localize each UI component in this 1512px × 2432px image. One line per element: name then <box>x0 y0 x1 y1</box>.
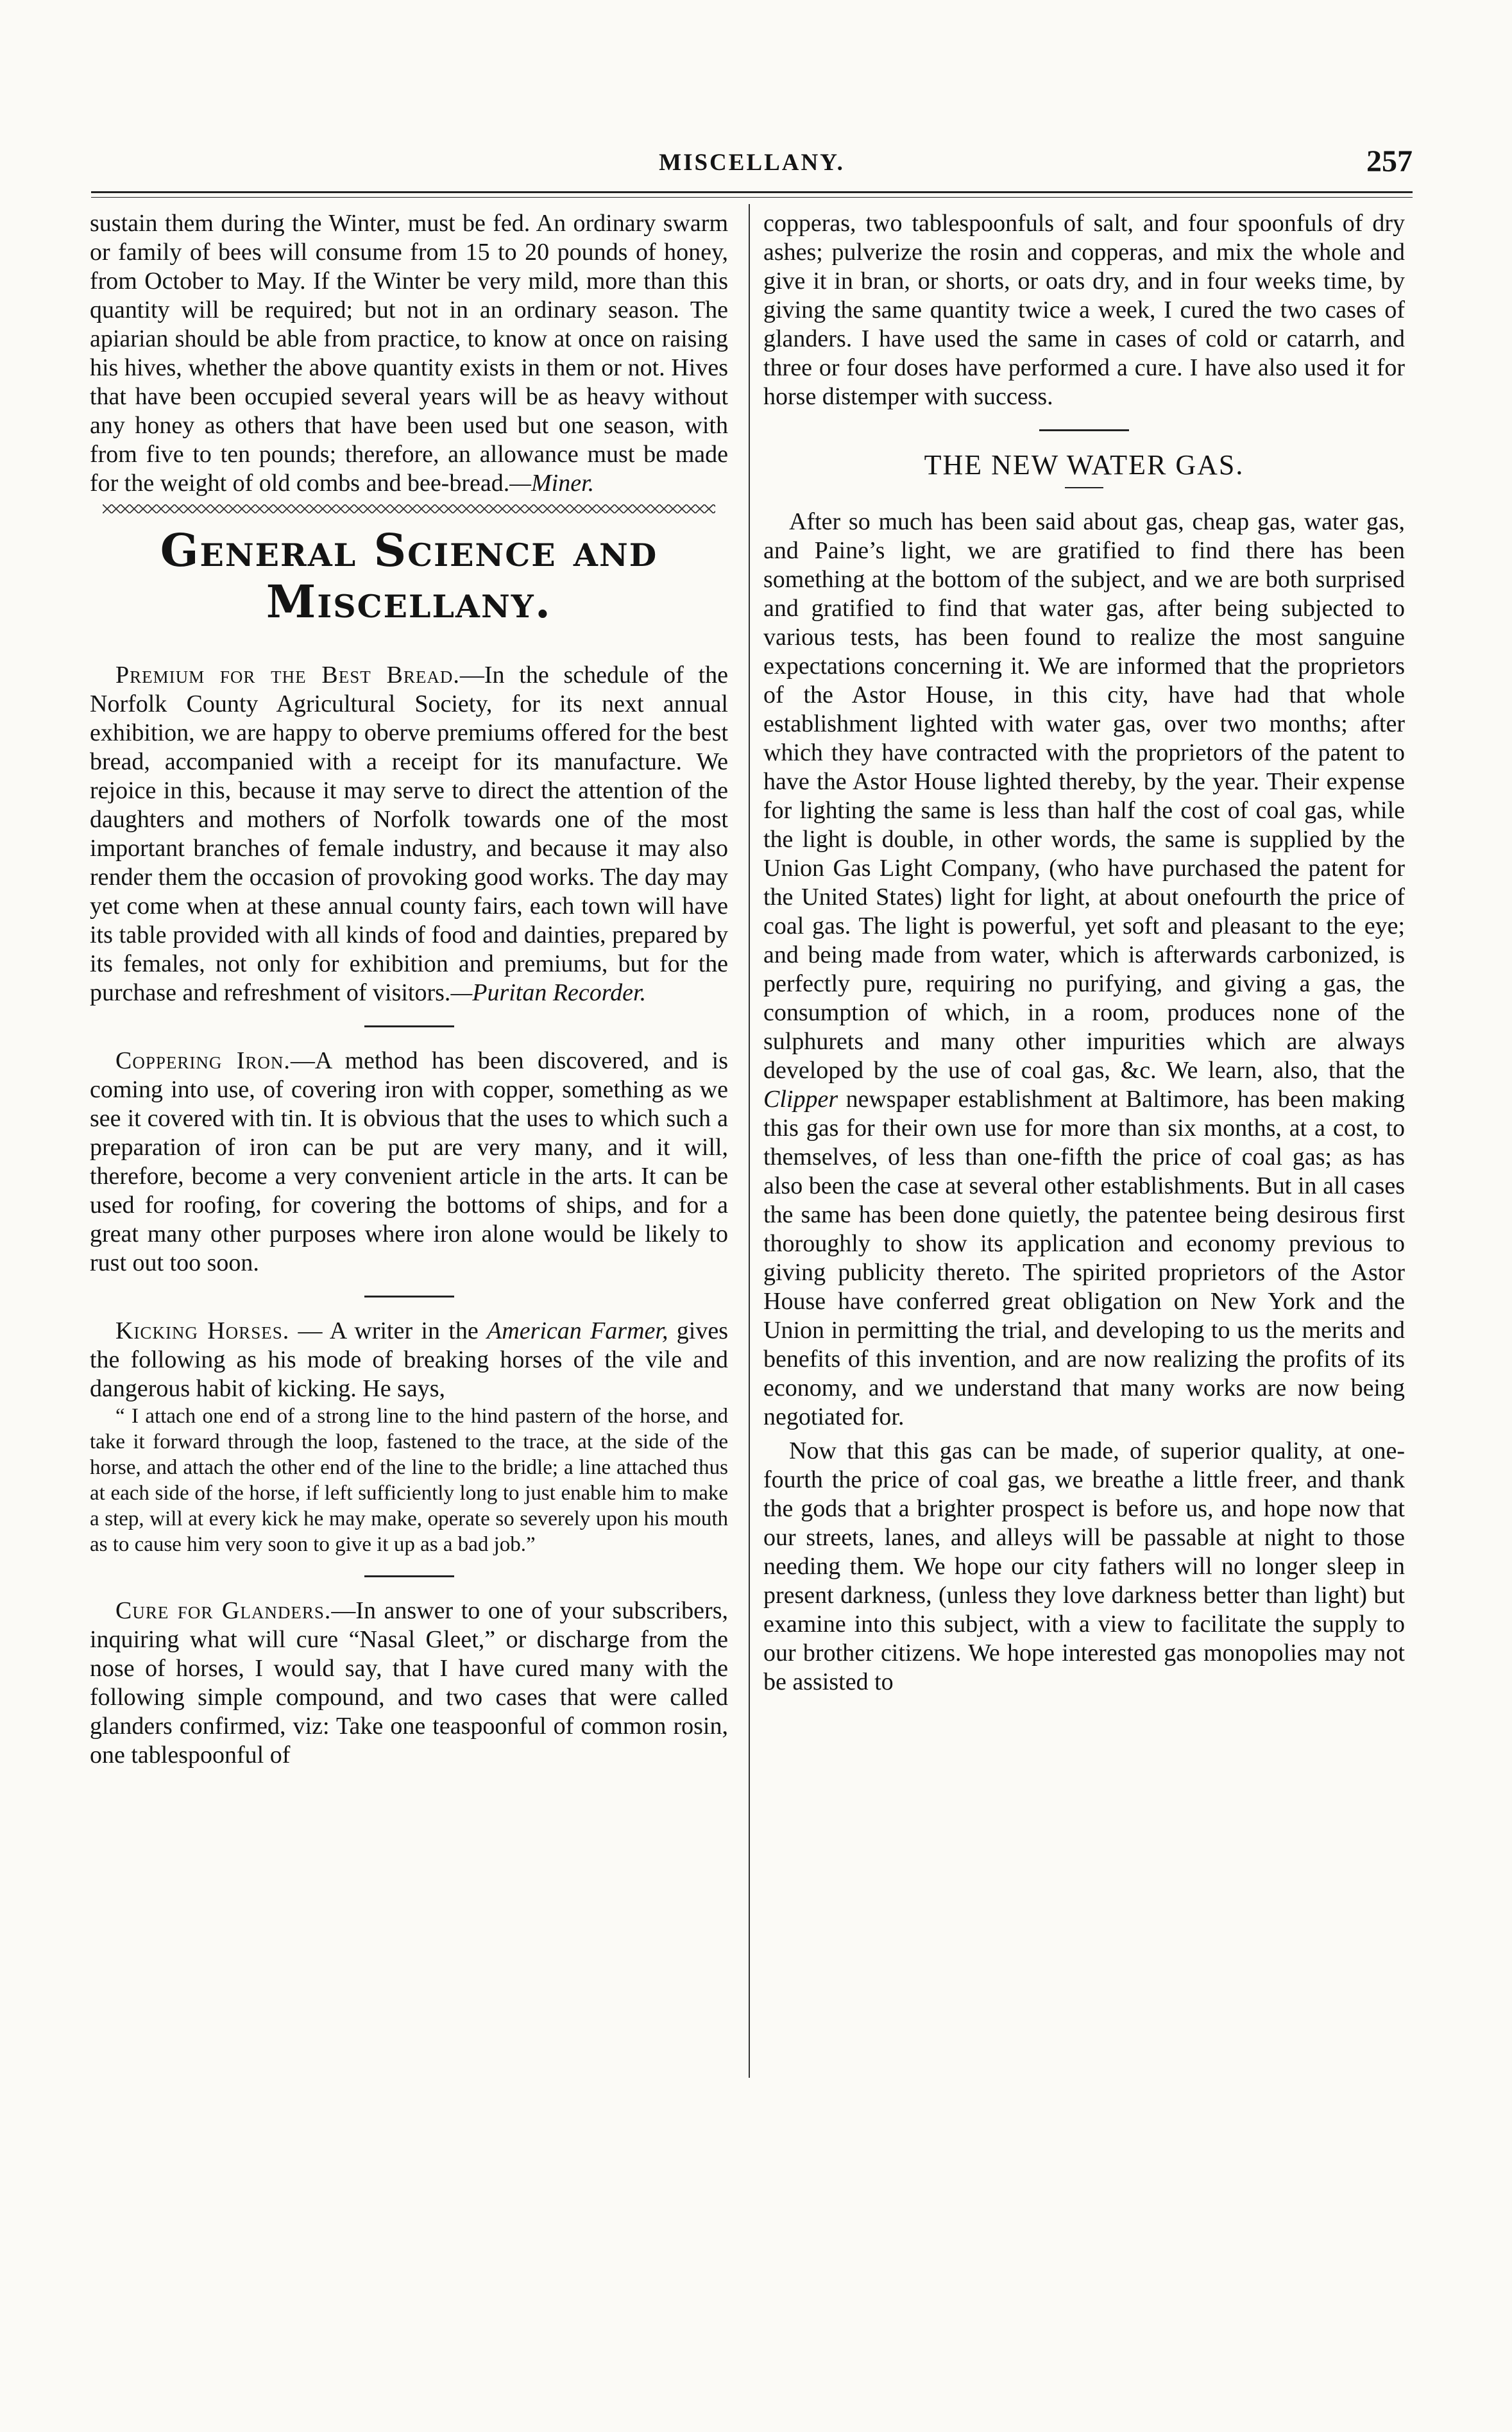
wavy-divider <box>103 504 715 513</box>
water-gas-para-2: Now that this gas can be made, of superior quality, at one-fourth the price of coal gas, we breathe a little freer, and thank the gods that a brighter prospect is before us, and hope now that our streets, lanes, and alleys will be passable at night to those needing them. We hope our city fathers will no longer sleep in present darkness, (unless they love darkness better than light) but examine into this subject, with a view to facilitate the supply to our brother citizens. We hope interested gas monopolies may not be assisted to <box>763 1437 1405 1695</box>
kicking-publication: American Farmer, <box>487 1317 668 1344</box>
water-gas-text-a: After so much has been said about gas, cheap gas, water gas, and Paine’s light, we are gratified to find there has been something at the bottom of the subject, and we are both surprised and gratified to find that water gas, after being subjected to various tests, has been found to realize the most sanguine expectations concerning it. We are informed that the proprietors of the Astor House, in this city, have had that whole establishment lighted with water gas, over two months; after which they have contracted with the proprietors of the patent to have the Astor House lighted thereby, by the year. Their expense for lighting the same is less than half the cost of coal gas, while the light is double, in other words, the same is supplied by the Union Gas Light Company, (who have purchased the patent for the United States) light for light, at about onefourth the price of coal gas. The light is powerful, yet soft and pleasant to the eye; and being made from water, which is afterwards carbonized, is perfectly pure, requiring no purifying, and giving a gas, the consumption of which, in a room, produces none of the sulphurets and many other impurities which are always developed by the use of coal gas, &c. We learn, also, that the <box>763 508 1405 1084</box>
bees-paragraph <box>90 209 728 498</box>
bread-article <box>90 661 728 1007</box>
kicking-article <box>90 1317 728 1403</box>
kicking-quote: “ I attach one end of a strong line to the hind pastern of the horse, and take it forward through the loop, fastened to the trace, at the side of the horse, and attach the other end of the line to the bridle; a line attached thus at each side of the horse, if left sufficiently long to just enable him to make a step, will at every kick he may make, operate so severely upon his mouth as to cause him very soon to give it up as a bad job.” <box>90 1405 728 1556</box>
bread-heading: Premium for the Best Bread. <box>115 662 460 689</box>
coppering-article <box>90 1047 728 1278</box>
bread-body: —In the schedule of the Norfolk County Agricultural Society, for its next annual exhibition, we are happy to oberve premiums offered for the best bread, accompanied with a receipt for its manufacture. We rejoice in this, because it may serve to direct the attention of the daughters and mothers of Norfolk towards one of the most important branches of female industry, and because it may also render them the occasion of provoking good works. The day may yet come when at these annual county fairs, each town will have its table provided with all kinds of food and dainties, prepared by its females, not only for exhibition and premiums, but for the purchase and refreshment of visitors. <box>90 662 728 1006</box>
glanders-article <box>90 1597 728 1770</box>
page-header <box>91 144 1413 187</box>
running-head: MISCELLANY. <box>659 150 845 176</box>
coppering-body: —A method has been discovered, and is coming into use, of covering iron with copper, something as we see it covered with tin. It is obvious that the uses to which such a preparation of iron can be put are very many, and it will, therefore, become a very convenient article in the arts. It can be used for roofing, for covering the bottoms of ships, and for a great many other purposes where iron alone would be likely to rust out too soon. <box>90 1047 728 1276</box>
coppering-heading: Coppering Iron. <box>115 1047 291 1074</box>
glanders-body: —In answer to one of your subscribers, inquiring what will cure “Nasal Gleet,” or discharge from the nose of horses, I would say, that I have cured many with the following simple compound, and two cases that were called glanders confirmed, viz: Take one teaspoonful of common rosin, one tablespoonful of <box>90 1597 728 1768</box>
clipper-name: Clipper <box>763 1086 838 1113</box>
kicking-body-suffix: gives the following as his mode of breaking horses of the vile and dangerous habit of kicking. He says, <box>90 1317 729 1402</box>
article-divider <box>1039 429 1129 431</box>
bread-source: —Puritan Recorder. <box>450 979 647 1006</box>
water-gas-title: THE NEW WATER GAS. <box>924 449 1244 481</box>
left-column <box>90 209 728 1770</box>
article-divider <box>364 1575 454 1577</box>
column-divider <box>749 204 750 2078</box>
water-gas-text-b: newspaper establishment at Baltimore, has been making this gas for their own use for more than six months, at a cost, to themselves, of less than one-fifth the price of coal gas; as has also been the case at several other establishments. But in all cases the same has been done quietly, the patentee being desirous first thoroughly to show its application and economy previous to giving publicity thereto. The spirited proprietors of the Astor House have conferred great obligation on New York and the Union in permitting the trial, and developing to us the merits and benefits of this invention, and are now realizing the profits of its economy, and we understand that many works are now being negotiated for. <box>763 1086 1405 1430</box>
title-rule <box>1065 487 1103 488</box>
article-divider <box>364 1296 454 1297</box>
header-rule <box>91 191 1413 198</box>
kicking-heading: Kicking Horses. <box>115 1317 290 1344</box>
glanders-heading: Cure for Glanders. <box>115 1597 332 1624</box>
bees-source: —Miner. <box>509 470 595 497</box>
article-divider <box>364 1025 454 1027</box>
bees-text: sustain them during the Winter, must be fed. An ordinary swarm or family of bees will consume from 15 to 20 pounds of honey, from October to May. If the Winter be very mild, more than this quantity will be required; but not in an ordinary season. The apiarian should be able from practice, to know at once on raising his hives, whether the above quantity exists in them or not. Hives that have been occupied several years will be as heavy without any honey as others that have been used but one season, with from five to ten pounds; therefore, an allowance must be made for the weight of old combs and bee-bread. <box>90 210 728 497</box>
page-number: 257 <box>1366 144 1413 178</box>
water-gas-para-1 <box>763 508 1405 1432</box>
paragraph-gap <box>763 1432 1405 1437</box>
right-column <box>763 209 1405 1697</box>
section-title: General Science and Miscellany. <box>160 524 658 628</box>
glanders-continued: copperas, two tablespoonfuls of salt, and four spoonfuls of dry ashes; pulverize the rosin and copperas, and mix the whole and give it in bran, or shorts, or oats dry, and in four weeks time, by giving the same quantity twice a week, I cured the two cases of glanders. I have used the same in cases of cold or catarrh, and three or four doses have performed a cure. I have also used it for horse distemper with success. <box>763 210 1405 410</box>
kicking-body-prefix: — A writer in the <box>289 1317 488 1344</box>
